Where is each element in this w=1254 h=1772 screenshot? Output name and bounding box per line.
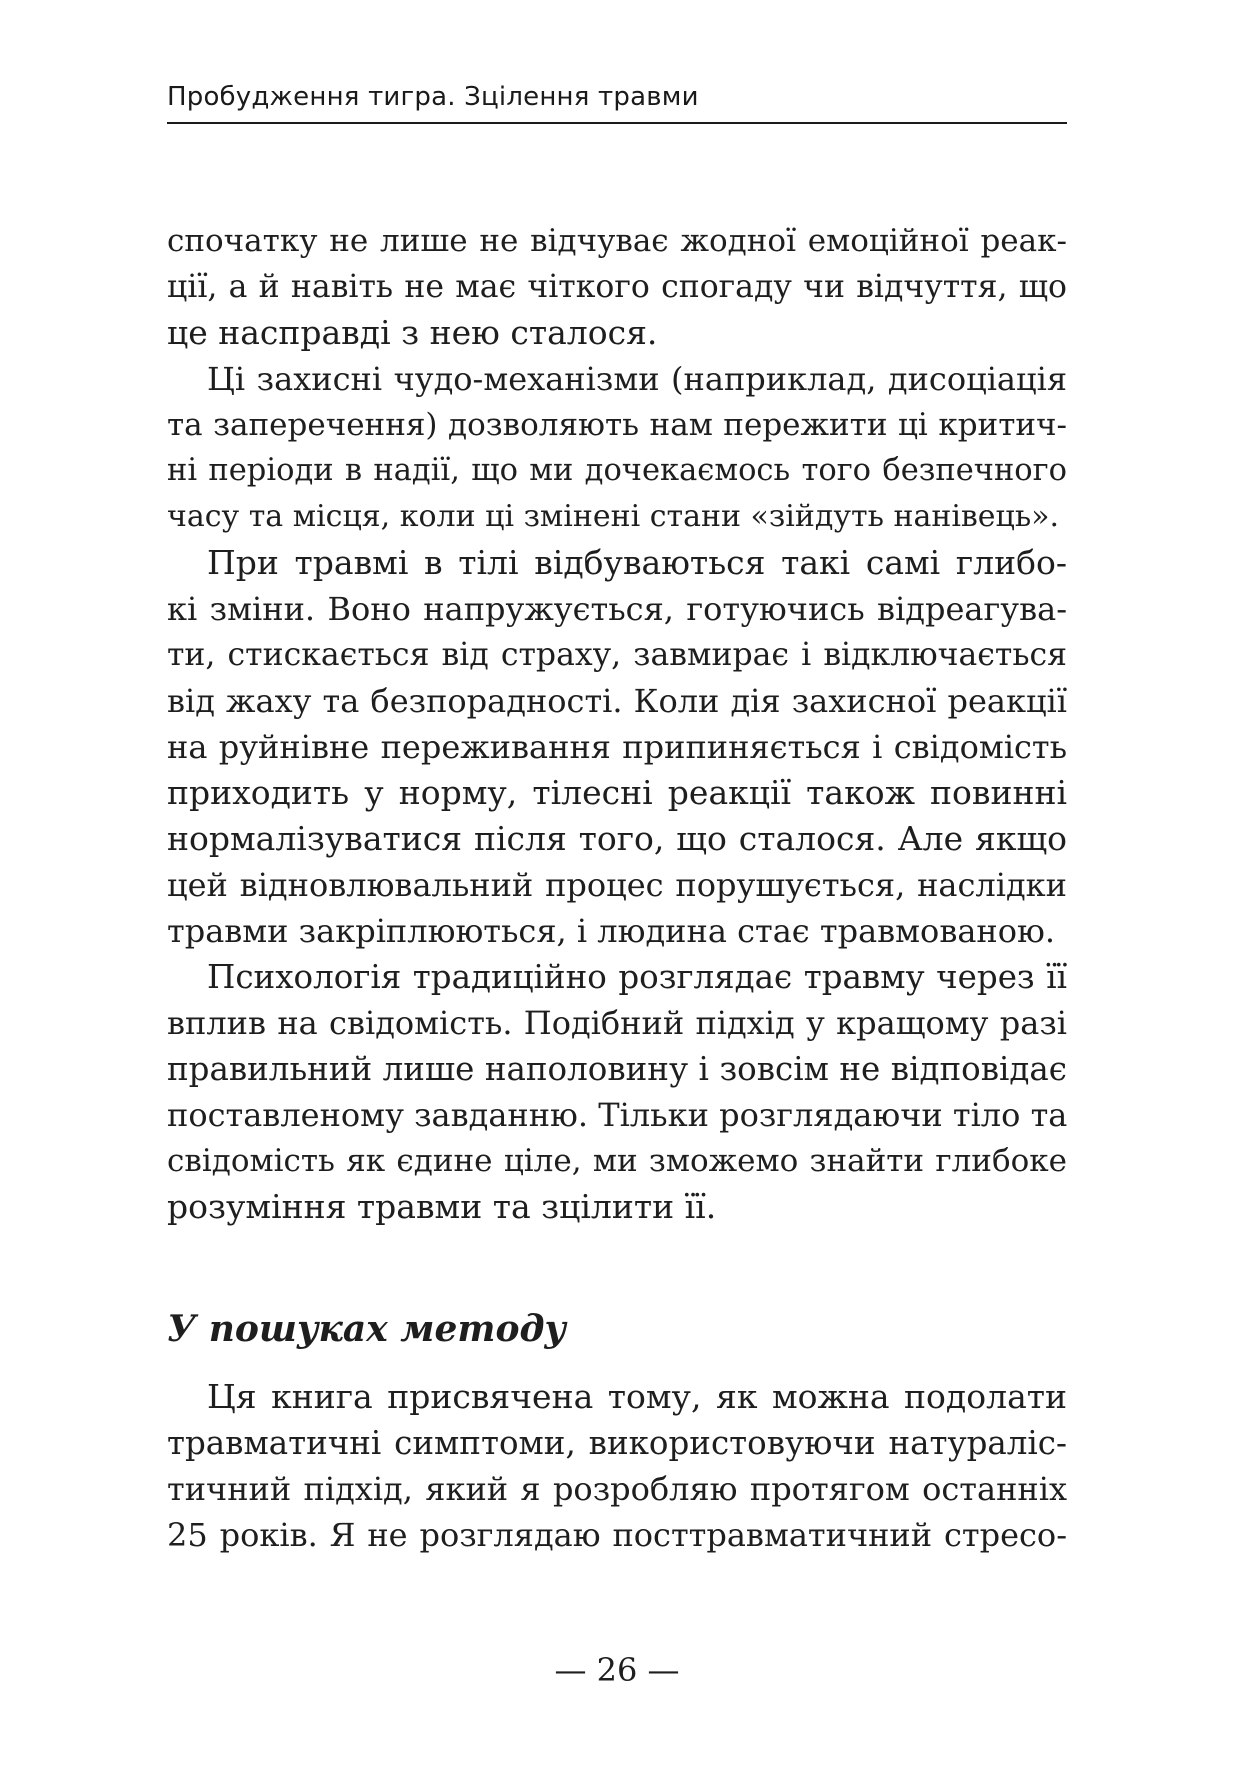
text-line: на руйнівне переживання припиняється і свідомість [167,728,1067,766]
paragraph [167,356,1067,540]
text-line: спочатку не лише не відчуває жодної емоційної реак- [167,223,1067,259]
header-rule [167,122,1067,124]
text-line: та заперечення) дозволяють нам пережити ці критич- [167,407,1067,443]
running-title: Пробудження тигра. Зцілення травми [167,82,699,112]
text-line: кі зміни. Воно напружується, готуючись відреагува- [167,590,1067,628]
page-number: — 26 — [554,1651,680,1689]
text-line: травми закріплюються, і людина стає травмованою. [167,912,1056,950]
text-line: розуміння травми та зцілити її. [167,1187,717,1226]
text-line: 25 років. Я не розглядаю посттравматичний стресо- [167,1516,1067,1554]
text-line: ти, стискається від страху, завмирає і відключається [167,637,1067,673]
text-line: це насправді з нею сталося. [167,313,658,352]
section-heading: У пошуках методу [167,1308,567,1350]
text-line: травматичні симптоми, використовуючи натураліс- [167,1424,1067,1462]
text-line: тичний підхід, який я розробляю протягом останніх [167,1470,1067,1508]
text-line: від жаху та безпорадності. Коли дія захисної реакції [167,682,1067,720]
text-line: Ці захисні чудо-механізми (наприклад, дисоціація [207,360,1067,398]
text-line: нормалізуватися після того, що сталося. Але якщо [167,819,1067,858]
text-line: поставленому завданню. Тільки розглядаючи тіло та [167,1096,1068,1134]
body-text [167,218,1067,1230]
text-line: ні періоди в надії, що ми дочекаємось того безпечного [167,453,1067,488]
paragraph [167,1374,1067,1558]
paragraph [167,218,1067,356]
text-line: приходить у норму, тілесні реакції також повинні [167,773,1067,812]
text-line: правильний лише наполовину і зовсім не відповідає [167,1050,1067,1088]
text-line: цей відновлювальний процес порушується, наслідки [167,866,1067,904]
section-body-text [167,1374,1067,1558]
text-line: При травмі в тілі відбуваються такі самі глибо- [207,543,1067,582]
text-line: свідомість як єдине ціле, ми зможемо знайти глибоке [167,1143,1067,1179]
text-line: Психологія традиційно розглядає травму через її [207,958,1067,996]
text-line: часу та місця, коли ці змінені стани «зійдуть нанівець». [167,499,1060,534]
text-line: ції, а й навіть не має чіткого спогаду чи відчуття, що [167,269,1067,305]
paragraph [167,954,1067,1230]
paragraph [167,540,1067,954]
text-line: Ця книга присвячена тому, як можна подолати [207,1377,1067,1416]
text-line: вплив на свідомість. Подібний підхід у кращому разі [167,1004,1067,1042]
